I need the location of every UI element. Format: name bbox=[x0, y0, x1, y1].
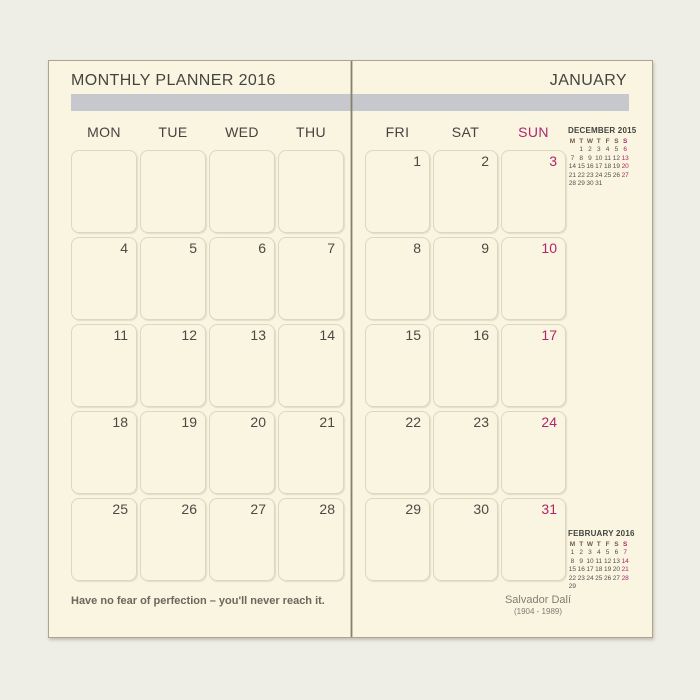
left-page-title: MONTHLY PLANNER 2016 bbox=[71, 72, 276, 89]
minical-day-number: 10 bbox=[595, 154, 603, 162]
minical-day-number: 11 bbox=[595, 557, 603, 565]
minical-day-number bbox=[568, 146, 577, 154]
day-cell bbox=[501, 498, 566, 581]
minical-day-number: 18 bbox=[603, 163, 612, 171]
day-cell bbox=[71, 411, 137, 494]
minical-day-letter: S bbox=[623, 138, 628, 145]
day-number: 26 bbox=[181, 501, 197, 517]
minical-day-letter: W bbox=[586, 138, 594, 145]
minical-day-letter: T bbox=[579, 541, 584, 548]
minical-day-number: 16 bbox=[577, 566, 585, 574]
minical-day-number: 19 bbox=[612, 163, 620, 171]
planner-book bbox=[48, 60, 653, 638]
minical-grid bbox=[568, 541, 632, 591]
minical-day-number: 1 bbox=[570, 549, 575, 557]
minical-day-number bbox=[612, 180, 621, 188]
minical-day-letter: S bbox=[614, 138, 619, 145]
minical-title: DECEMBER 2015 bbox=[568, 126, 637, 135]
minical-title: FEBRUARY 2016 bbox=[568, 529, 635, 538]
minical-day-number: 25 bbox=[603, 171, 612, 179]
day-cell bbox=[209, 324, 275, 407]
minical-day-letter: F bbox=[605, 138, 610, 145]
day-number: 25 bbox=[112, 501, 128, 517]
minical-day-letter: T bbox=[596, 541, 601, 548]
minical-day-number: 11 bbox=[604, 154, 611, 162]
minical-day-number: 9 bbox=[588, 154, 592, 162]
day-number: 22 bbox=[405, 414, 421, 430]
day-number: 10 bbox=[541, 240, 557, 256]
minical-day-number: 21 bbox=[621, 566, 629, 574]
minical-day-number: 7 bbox=[570, 154, 575, 162]
day-number: 31 bbox=[541, 501, 557, 517]
day-cell bbox=[140, 411, 206, 494]
minical-day-number: 3 bbox=[596, 146, 601, 154]
minical-day-number: 30 bbox=[586, 179, 594, 187]
minical-day-number: 17 bbox=[586, 566, 594, 574]
minical-day-number: 15 bbox=[568, 566, 577, 574]
minical-day-number: 25 bbox=[595, 574, 603, 582]
minical-day-letter: T bbox=[579, 138, 584, 145]
minical-day-number: 6 bbox=[623, 146, 627, 154]
day-number: 5 bbox=[189, 240, 197, 256]
minical-day-number: 19 bbox=[603, 566, 612, 574]
quote-attribution bbox=[474, 594, 602, 616]
minical-day-number: 28 bbox=[568, 179, 577, 187]
minical-day-number: 24 bbox=[595, 171, 603, 179]
minical-day-number: 23 bbox=[586, 171, 594, 179]
minical-day-number: 14 bbox=[621, 557, 629, 565]
minical-day-number: 9 bbox=[579, 557, 583, 565]
day-number: 19 bbox=[181, 414, 197, 430]
minical-grid bbox=[568, 138, 632, 188]
minical-day-number: 17 bbox=[595, 163, 603, 171]
minical-day-number: 15 bbox=[577, 163, 585, 171]
minical-december-2015 bbox=[568, 126, 637, 188]
day-number: 6 bbox=[258, 240, 266, 256]
minical-day-number: 4 bbox=[596, 549, 601, 557]
minical-day-number: 5 bbox=[614, 146, 619, 154]
day-number: 14 bbox=[319, 327, 335, 343]
minical-day-number: 20 bbox=[621, 163, 629, 171]
minical-day-number bbox=[621, 180, 630, 188]
day-number: 29 bbox=[405, 501, 421, 517]
minical-day-number: 5 bbox=[605, 549, 610, 557]
day-number: 21 bbox=[319, 414, 335, 430]
minical-day-number: 1 bbox=[579, 146, 583, 154]
minical-day-number bbox=[577, 583, 586, 591]
minical-day-number bbox=[621, 583, 630, 591]
day-cell bbox=[501, 324, 566, 407]
day-number: 23 bbox=[473, 414, 489, 430]
minical-day-number: 3 bbox=[588, 549, 592, 557]
day-cell bbox=[433, 324, 498, 407]
minical-february-2016 bbox=[568, 529, 635, 591]
minical-day-letter: S bbox=[614, 541, 619, 548]
day-cell bbox=[209, 237, 275, 320]
day-cell bbox=[501, 237, 566, 320]
day-cell bbox=[71, 324, 137, 407]
quote-text: Have no fear of perfection – you'll never reach it. bbox=[71, 595, 325, 607]
day-cell bbox=[365, 498, 430, 581]
minical-day-letter: M bbox=[569, 138, 576, 145]
minical-day-letter: W bbox=[586, 541, 594, 548]
day-number: 13 bbox=[250, 327, 266, 343]
day-cell bbox=[365, 237, 430, 320]
minical-day-number: 27 bbox=[621, 171, 629, 179]
day-cell bbox=[278, 411, 344, 494]
minical-day-number: 21 bbox=[568, 171, 577, 179]
minical-day-number: 8 bbox=[579, 154, 583, 162]
day-number: 12 bbox=[181, 327, 197, 343]
minical-day-number: 20 bbox=[612, 566, 620, 574]
minical-day-number: 13 bbox=[612, 557, 620, 565]
day-cell bbox=[71, 150, 137, 233]
minical-day-number: 22 bbox=[568, 574, 577, 582]
day-number: 24 bbox=[541, 414, 557, 430]
day-cell bbox=[140, 324, 206, 407]
day-header-wed: WED bbox=[225, 124, 259, 140]
day-cell bbox=[209, 411, 275, 494]
day-cell bbox=[501, 150, 566, 233]
minical-day-number: 27 bbox=[612, 574, 620, 582]
minical-day-number bbox=[603, 583, 612, 591]
day-number: 7 bbox=[327, 240, 335, 256]
day-number: 4 bbox=[120, 240, 128, 256]
minical-day-number: 6 bbox=[614, 549, 619, 557]
day-cell bbox=[433, 498, 498, 581]
day-header-sat: SAT bbox=[451, 124, 480, 140]
day-cell bbox=[433, 411, 498, 494]
minical-day-letter: F bbox=[605, 541, 610, 548]
day-number: 28 bbox=[319, 501, 335, 517]
day-cell bbox=[140, 150, 206, 233]
day-cell bbox=[71, 498, 137, 581]
day-number: 18 bbox=[112, 414, 128, 430]
minical-day-letter: S bbox=[623, 541, 628, 548]
day-cell bbox=[209, 150, 275, 233]
right-page-title: JANUARY bbox=[549, 72, 627, 89]
minical-day-number bbox=[603, 180, 612, 188]
minical-day-number: 18 bbox=[595, 566, 603, 574]
day-cell bbox=[71, 237, 137, 320]
minical-day-number bbox=[586, 583, 595, 591]
day-number: 9 bbox=[481, 240, 489, 256]
day-number: 8 bbox=[413, 240, 421, 256]
day-cell bbox=[278, 498, 344, 581]
minical-day-number bbox=[594, 583, 603, 591]
day-cell bbox=[433, 150, 498, 233]
day-cell bbox=[365, 150, 430, 233]
minical-day-number bbox=[612, 583, 621, 591]
minical-day-number: 13 bbox=[621, 154, 629, 162]
day-number: 17 bbox=[541, 327, 557, 343]
minical-day-number: 4 bbox=[605, 146, 610, 154]
minical-day-letter: M bbox=[569, 541, 576, 548]
attribution-name: Salvador Dalí bbox=[504, 594, 572, 606]
day-number: 30 bbox=[473, 501, 489, 517]
minical-day-number: 26 bbox=[603, 574, 612, 582]
day-number: 20 bbox=[250, 414, 266, 430]
minical-day-number: 12 bbox=[612, 154, 620, 162]
minical-day-number: 23 bbox=[577, 574, 585, 582]
day-number: 27 bbox=[250, 501, 266, 517]
day-cell bbox=[501, 411, 566, 494]
day-cell bbox=[209, 498, 275, 581]
day-cell bbox=[365, 411, 430, 494]
minical-day-number: 26 bbox=[612, 171, 620, 179]
minical-day-letter: T bbox=[596, 138, 601, 145]
day-number: 3 bbox=[549, 153, 557, 169]
day-cell bbox=[278, 150, 344, 233]
day-header-mon: MON bbox=[87, 124, 121, 140]
minical-day-number: 14 bbox=[568, 163, 577, 171]
minical-day-number: 16 bbox=[586, 163, 594, 171]
day-number: 11 bbox=[113, 327, 128, 343]
day-header-tue: TUE bbox=[158, 124, 188, 140]
minical-day-number: 29 bbox=[577, 179, 585, 187]
book-spine bbox=[350, 61, 353, 637]
minical-day-number: 31 bbox=[595, 179, 603, 187]
day-cell bbox=[140, 237, 206, 320]
minical-day-number: 22 bbox=[577, 171, 585, 179]
day-cell bbox=[278, 237, 344, 320]
minical-day-number: 12 bbox=[603, 557, 612, 565]
day-cell bbox=[365, 324, 430, 407]
attribution-years: (1904 - 1989) bbox=[513, 607, 563, 616]
minical-day-number: 2 bbox=[579, 549, 583, 557]
day-cell bbox=[433, 237, 498, 320]
day-cell bbox=[140, 498, 206, 581]
day-header-sun: SUN bbox=[518, 124, 549, 140]
minical-day-number: 2 bbox=[588, 146, 592, 154]
day-header-thu: THU bbox=[296, 124, 326, 140]
minical-day-number: 28 bbox=[621, 574, 629, 582]
day-number: 15 bbox=[405, 327, 421, 343]
minical-day-number: 10 bbox=[586, 557, 594, 565]
day-cell bbox=[278, 324, 344, 407]
minical-day-number: 24 bbox=[586, 574, 594, 582]
day-number: 1 bbox=[413, 153, 421, 169]
minical-day-number: 7 bbox=[623, 549, 627, 557]
day-number: 2 bbox=[481, 153, 489, 169]
minical-day-number: 8 bbox=[570, 557, 575, 565]
minical-day-number: 29 bbox=[568, 582, 577, 590]
day-number: 16 bbox=[473, 327, 489, 343]
day-header-fri: FRI bbox=[385, 124, 410, 140]
